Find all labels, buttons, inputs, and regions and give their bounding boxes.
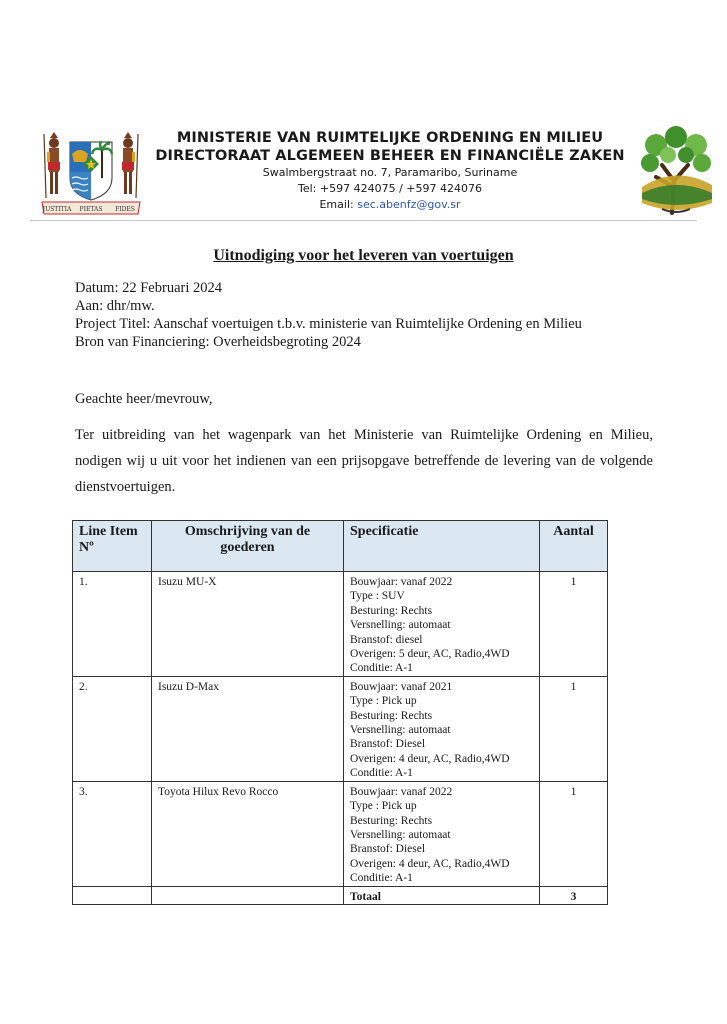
shield bbox=[70, 142, 112, 200]
spec-line: Branstof: diesel bbox=[350, 633, 423, 646]
suriname-coat-of-arms-logo bbox=[40, 128, 142, 218]
right-supporter-figure bbox=[122, 132, 138, 198]
letterhead-divider bbox=[30, 220, 697, 221]
item-quantity: 1 bbox=[540, 781, 608, 886]
spec-line: Conditie: A-1 bbox=[350, 767, 413, 780]
spec-line: Overigen: 4 deur, AC, Radio,4WD bbox=[350, 752, 510, 765]
spec-line: Overigen: 4 deur, AC, Radio,4WD bbox=[350, 857, 510, 870]
header-quantity: Aantal bbox=[540, 521, 608, 572]
spec-line: Versnelling: automaat bbox=[350, 828, 451, 841]
meta-date: Datum: 22 Februari 2024 bbox=[75, 280, 222, 296]
header-line-item: Line Item Nº bbox=[73, 521, 152, 572]
spec-line: Conditie: A-1 bbox=[350, 662, 413, 675]
salutation: Geachte heer/mevrouw, bbox=[75, 391, 213, 407]
table-row bbox=[73, 676, 608, 781]
item-quantity: 1 bbox=[540, 572, 608, 677]
line-item-number: 2. bbox=[73, 676, 152, 781]
spec-line: Conditie: A-1 bbox=[350, 872, 413, 885]
ministry-tree-logo bbox=[632, 125, 720, 217]
meta-recipient: Aan: dhr/mw. bbox=[75, 298, 155, 314]
meta-funding-source: Bron van Financiering: Overheidsbegroting 2024 bbox=[75, 334, 361, 350]
spec-line: Besturing: Rechts bbox=[350, 814, 433, 827]
meta-project-title: Project Titel: Aanschaf voertuigen t.b.v. ministerie van Ruimtelijke Ordening en Milieu bbox=[75, 316, 582, 332]
spec-line: Bouwjaar: vanaf 2022 bbox=[350, 785, 453, 798]
spec-line: Besturing: Rechts bbox=[350, 604, 433, 617]
item-specification bbox=[344, 781, 540, 886]
spec-line: Bouwjaar: vanaf 2021 bbox=[350, 680, 453, 693]
table-header-row bbox=[73, 521, 608, 572]
email-line bbox=[150, 198, 630, 211]
spec-line: Branstof: Diesel bbox=[350, 738, 426, 751]
item-specification bbox=[344, 572, 540, 677]
body-text-line: nodigen wij u uit voor het indienen van een prijsopgave betreffende de levering van de volgende bbox=[75, 453, 653, 469]
document-title: Uitnodiging voor het leveren van voertuigen bbox=[213, 247, 514, 264]
table-row bbox=[73, 572, 608, 677]
header-description: Omschrijving van de goederen bbox=[152, 521, 344, 572]
address: Swalmbergstraat no. 7, Paramaribo, Suriname bbox=[262, 166, 518, 179]
spec-line: Overigen: 5 deur, AC, Radio,4WD bbox=[350, 648, 510, 661]
item-description: Isuzu D-Max bbox=[152, 676, 344, 781]
email-link[interactable]: sec.abenfz@gov.sr bbox=[357, 198, 461, 211]
table-row bbox=[73, 781, 608, 886]
item-description: Isuzu MU-X bbox=[152, 572, 344, 677]
header-specification: Specificatie bbox=[344, 521, 540, 572]
spec-line: Type : SUV bbox=[350, 590, 405, 603]
table-total-row bbox=[73, 886, 608, 904]
body-text-line: Ter uitbreiding van het wagenpark van het Ministerie van Ruimtelijke Ordening en Milieu, bbox=[75, 427, 653, 443]
spec-line: Versnelling: automaat bbox=[350, 724, 451, 737]
svg-text:FIDES: FIDES bbox=[115, 206, 135, 213]
line-item-number: 1. bbox=[73, 572, 152, 677]
total-empty-cell bbox=[73, 886, 152, 904]
motto-banner bbox=[42, 202, 140, 214]
spec-line: Branstof: Diesel bbox=[350, 843, 426, 856]
item-specification bbox=[344, 676, 540, 781]
total-empty-cell bbox=[152, 886, 344, 904]
svg-text:JUSTITIA: JUSTITIA bbox=[42, 206, 72, 213]
spec-line: Besturing: Rechts bbox=[350, 709, 433, 722]
left-supporter-figure bbox=[44, 132, 60, 198]
spec-line: Type : Pick up bbox=[350, 800, 417, 813]
ministry-name: MINISTERIE VAN RUIMTELIJKE ORDENING EN MILIEU bbox=[176, 130, 604, 146]
directorate-name: DIRECTORAAT ALGEMEEN BEHEER EN FINANCIËLE ZAKEN bbox=[155, 148, 625, 164]
line-item-number: 3. bbox=[73, 781, 152, 886]
body-text-line: dienstvoertuigen. bbox=[75, 479, 176, 495]
spec-line: Bouwjaar: vanaf 2022 bbox=[350, 576, 453, 588]
spec-line: Type : Pick up bbox=[350, 695, 417, 708]
svg-text:PIETAS: PIETAS bbox=[79, 206, 103, 213]
email-label: Email: bbox=[319, 198, 358, 211]
item-quantity: 1 bbox=[540, 676, 608, 781]
total-quantity: 3 bbox=[540, 886, 608, 904]
phone: Tel: +597 424075 / +597 424076 bbox=[298, 182, 482, 195]
item-description: Toyota Hilux Revo Rocco bbox=[152, 781, 344, 886]
spec-line: Versnelling: automaat bbox=[350, 619, 451, 632]
total-label: Totaal bbox=[344, 886, 540, 904]
vehicles-table bbox=[72, 520, 608, 905]
